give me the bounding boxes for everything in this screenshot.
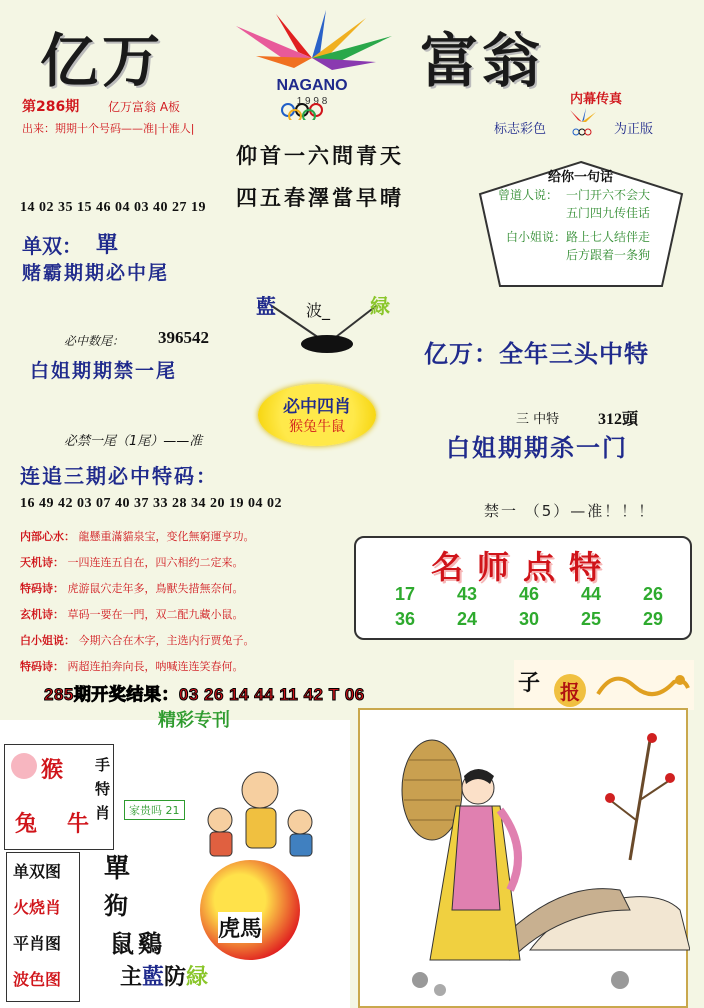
- animal-top-1: 猴: [41, 758, 64, 783]
- yiwan-santou: 亿万：全年三头中特: [424, 340, 649, 368]
- shuwei-value: 396542: [158, 328, 209, 347]
- animal-box: [4, 744, 114, 850]
- mingshi-number: 26: [642, 584, 664, 604]
- animal-top-3: 牛: [67, 812, 90, 837]
- issue-label: 第286期: [22, 99, 80, 115]
- numbers-top: 14 02 35 15 46 04 03 40 27 19: [20, 200, 206, 215]
- nagano-logo: [216, 6, 408, 120]
- danshuang-value: 單: [96, 233, 119, 258]
- mingshi-number: 29: [642, 609, 664, 629]
- numbers-mid: 16 49 42 03 07 40 37 33 28 34 20 19 04 02: [20, 496, 282, 511]
- issue-brand: 亿万富翁 A板: [108, 100, 181, 114]
- flower-petals-icon: [236, 10, 392, 70]
- animal-mid-3: 鷄: [138, 930, 162, 958]
- baijie-jinwei: 白姐期期禁一尾: [30, 360, 178, 382]
- fax-title: 内幕传真: [570, 92, 623, 107]
- pentagon-line-1a: 一门开六不会大: [566, 188, 651, 202]
- badge: 家贵吗 21: [124, 800, 185, 820]
- title-left: 亿万: [40, 27, 165, 95]
- mini-nagano-icon: [560, 108, 604, 136]
- mingshi-title: 名师点特: [430, 548, 615, 586]
- bottom-left-panel: [0, 710, 350, 1008]
- pentagon-speaker-1: 曾道人说：: [498, 188, 559, 202]
- grid-label-4: 波色图: [13, 970, 62, 989]
- mingshi-number: 44: [580, 584, 602, 604]
- fax-left: 标志彩色: [494, 122, 547, 137]
- bijin-yiwei: 必禁一尾（1尾）——准: [64, 434, 203, 449]
- mingshi-number: 36: [394, 609, 416, 629]
- mingshi-box: [354, 536, 692, 640]
- single-label: 單: [104, 854, 131, 884]
- hu-ma-label: 虎馬: [218, 912, 262, 943]
- sixiao-title: 必中四肖: [283, 397, 351, 417]
- bo-mid: 波_: [306, 301, 331, 320]
- mingshi-grid: [374, 584, 684, 630]
- animal-mid-1: 狗: [104, 892, 128, 920]
- grid-label-1: 单双图: [13, 862, 62, 881]
- poem-row-4: 玄机诗： 草码一要在一門，双二配九藏小鼠。: [20, 608, 244, 621]
- animal-mid-2: 鼠: [110, 930, 134, 958]
- title-right: 富翁: [420, 27, 545, 95]
- danshuang-label: 单双：: [22, 234, 82, 258]
- grid-labels-box: [6, 852, 80, 1002]
- lianzhui-label: 连追三期必中特码：: [20, 464, 218, 488]
- pentagon-line-2b: 后方跟着一条狗: [566, 248, 651, 262]
- bo-right: 緑: [370, 294, 390, 318]
- side-text: 手特肖: [95, 756, 111, 822]
- zhufang-row: 主藍防緑: [120, 965, 209, 990]
- poem-row-5: 白小姐说： 今期六合在木字，主选内行贾兔子。: [20, 634, 255, 647]
- sixiao-animals: 猴兔牛鼠: [289, 419, 345, 435]
- pentagon-title: 给你一句话: [548, 170, 614, 185]
- poem-row-6: 特码诗： 两超连拍奔向長，呐喊连连笑春何。: [20, 660, 244, 673]
- svg-text:NAGANO: NAGANO: [276, 77, 348, 94]
- issue-tagline: 出来：期期十个号码——准|十准人|: [22, 122, 195, 135]
- tag-bao: 报: [554, 674, 586, 707]
- poem-row-1: 内部心水： 龍懸重滿貓泉宝，变化無窮運亨功。: [20, 530, 255, 543]
- pentagon-line-1b: 五门四九传佳话: [566, 206, 651, 220]
- mingshi-number: 30: [518, 609, 540, 629]
- grid-label-2: 火烧肖: [13, 898, 62, 917]
- zhongte-value: 312頭: [598, 411, 639, 428]
- poem-top-line-1: 仰首一六問青天: [236, 143, 404, 168]
- maiden-illustration: [358, 708, 688, 1008]
- result-bar: 285期开奖结果：03 26 14 44 11 42 T 06: [44, 685, 365, 704]
- sixiao-badge: [258, 384, 376, 446]
- flower-icon: [11, 753, 37, 779]
- jinyi-text: 禁一 （5）—准！！！: [484, 502, 656, 520]
- poem-row-3: 特码诗： 虎游鼠穴走年多，鳥獸失措無奈何。: [20, 582, 244, 595]
- animal-top-2: 兔: [15, 812, 38, 837]
- yinyang-icon: [200, 860, 300, 960]
- dragon-icon: [594, 664, 690, 704]
- grid-label-3: 平肖图: [13, 934, 62, 953]
- pentagon-line-2a: 路上七人结伴走: [566, 230, 651, 244]
- bo-left: 藍: [256, 294, 276, 318]
- pentagon-speaker-2: 白小姐说：: [506, 230, 567, 244]
- poem-row-2: 天机诗： 一四连连五自在，四六相约二定来。: [20, 556, 244, 569]
- poem-top-line-2: 四五春澤當早晴: [236, 185, 404, 210]
- zhuankan-label: 精彩专刊: [158, 710, 230, 731]
- tag-zi: 子: [518, 671, 541, 696]
- svg-text:1 9 9 8: 1 9 9 8: [296, 96, 328, 107]
- mingshi-number: 17: [394, 584, 416, 604]
- fax-right: 为正版: [614, 122, 654, 137]
- shuwei-label: 必中数尾：: [64, 334, 125, 348]
- mingshi-number: 46: [518, 584, 540, 604]
- mingshi-number: 43: [456, 584, 478, 604]
- dragon-banner: [514, 660, 694, 710]
- mingshi-number: 24: [456, 609, 478, 629]
- duba-text: 赌霸期期必中尾: [22, 262, 170, 284]
- mingshi-number: 25: [580, 609, 602, 629]
- baijie-shamen: 白姐期期杀一门: [446, 434, 628, 462]
- zhongte-label: 三 中特: [516, 412, 560, 427]
- children-illustration: [180, 760, 330, 860]
